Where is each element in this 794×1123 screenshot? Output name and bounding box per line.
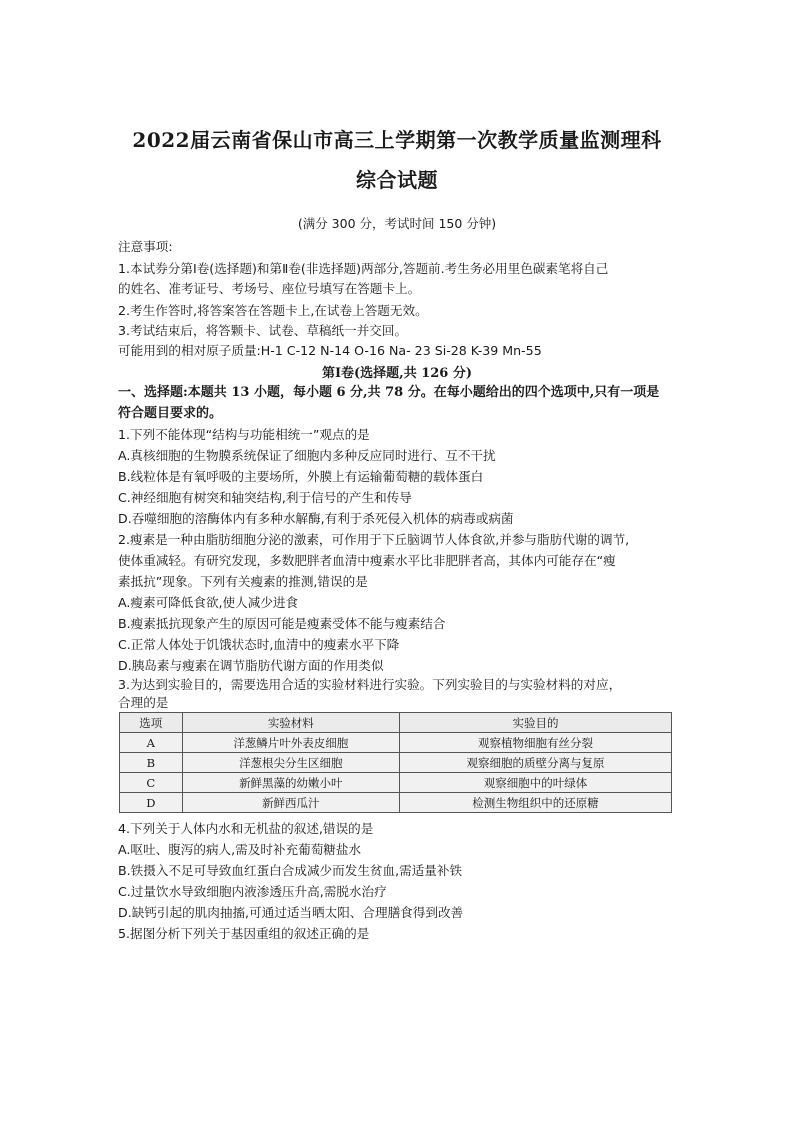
atomic-masses: 可能用到的相对原子质量:H-1 C-12 N-14 O-16 Na- 23 Si-28 K-39 Mn-55 [118,343,542,358]
question-4-option-c: C.过量饮水导致细胞内液渗透压升高,需脱水治疗 [118,884,387,899]
question-1-stem: 1.下列不能体现“结构与功能相统一”观点的是 [118,427,370,442]
question-2-option-c: C.正常人体处于饥饿状态时,血清中的瘦素水平下降 [118,637,400,652]
table-cell-purpose: 观察植物细胞有丝分裂 [400,733,672,753]
question-1-option-b: B.线粒体是有氧呼吸的主要场所，外膜上有运输葡萄糖的载体蛋白 [118,469,484,484]
notice-heading: 注意事项: [118,239,173,254]
question-2-stem: 2.瘦素是一种由脂肪细胞分泌的激素，可作用于下丘脑调节人体食欲,并参与脂肪代谢的调节, [118,532,630,547]
question-3-stem: 合理的是 [118,695,169,710]
question-2-stem: 素抵抗”现象。下列有关瘦素的推测,错误的是 [118,574,368,589]
table-cell-material: 洋葱根尖分生区细胞 [182,753,399,773]
question-4-stem: 4.下列关于人体内水和无机盐的叙述,错误的是 [118,821,374,836]
instructions-line: 一、选择题:本题共 13 小题，每小题 6 分,共 78 分。在每小题给出的四个选项中,只有一项是 [118,385,660,400]
question-2-option-d: D.胰岛素与瘦素在调节脂肪代谢方面的作用类似 [118,658,384,673]
table-cell-option: C [120,773,183,793]
question-3-stem: 3.为达到实验目的，需要选用合适的实验材料进行实验。下列实验目的与实验材料的对应， [118,677,622,692]
question-1-option-a: A.真核细胞的生物膜系统保证了细胞内多种反应同时进行、互不干扰 [118,448,496,463]
question-2-stem: 使体重减轻。有研究发现，多数肥胖者血清中瘦素水平比非肥胖者高，其体内可能存在“瘦 [118,553,616,568]
instructions-line: 符合题目要求的。 [118,406,223,421]
table-cell-purpose: 检测生物组织中的还原糖 [400,793,672,813]
table-cell-option: A [120,733,183,753]
table-header-row [120,713,672,733]
notice-line: 3.考试结束后，将答颗卡、试卷、草稿纸一并交回。 [118,323,408,338]
table-cell-material: 洋葱鳞片叶外表皮细胞 [182,733,399,753]
table-header-purpose: 实验目的 [400,713,672,733]
exam-title-line2: 综合试题 [356,168,438,192]
exam-subtitle: (满分 300 分，考试时间 150 分钟) [297,216,497,231]
table-row [120,773,672,793]
table-header-option: 选项 [120,713,183,733]
question-5-stem: 5.据图分析下列关于基因重组的叙述正确的是 [118,926,370,941]
question-2-option-b: B.瘦素抵抗现象产生的原因可能是瘦素受体不能与瘦素结合 [118,616,446,631]
exam-title-line1: 2022届云南省保山市高三上学期第一次教学质量监测理科 [132,128,662,152]
question-2-option-a: A.瘦素可降低食欲,使人减少进食 [118,595,299,610]
table-row [120,753,672,773]
table-cell-material: 新鲜西瓜汁 [182,793,399,813]
section-title: 第Ⅰ卷(选择题,共 126 分) [321,366,473,381]
notice-line: 1.本试券分第Ⅰ卷(选择题)和第Ⅱ卷(非选择题)两部分,答题前.考生务必用里色碳素笔将自己 [118,261,609,276]
notice-line: 的姓名、准考证号、考场号、座位号填写在答题卡上。 [118,281,421,296]
notice-line: 2.考生作答时,将答案答在答题卡上,在试卷上答题无效。 [118,303,428,318]
question-4-option-b: B.铁摄入不足可导致血红蛋白合成减少而发生贫血,需适量补铁 [118,863,463,878]
question-4-option-d: D.缺钙引起的肌肉抽搐,可通过适当晒太阳、合理膳食得到改善 [118,905,464,920]
table-row [120,733,672,753]
table-row [120,793,672,813]
experiment-table [119,712,672,813]
table-cell-material: 新鲜黑藻的幼嫩小叶 [182,773,399,793]
question-1-option-d: D.吞噬细胞的溶酶体内有多种水解酶,有利于杀死侵入机体的病毒或病菌 [118,511,514,526]
table-cell-option: B [120,753,183,773]
table-cell-purpose: 观察细胞的质壁分离与复原 [400,753,672,773]
question-1-option-c: C.神经细胞有树突和轴突结构,利于信号的产生和传导 [118,490,412,505]
question-4-option-a: A.呕吐、腹泻的病人,需及时补充葡萄糖盐水 [118,842,362,857]
table-cell-purpose: 观察细胞中的叶绿体 [400,773,672,793]
table-cell-option: D [120,793,183,813]
table-header-material: 实验材料 [182,713,399,733]
